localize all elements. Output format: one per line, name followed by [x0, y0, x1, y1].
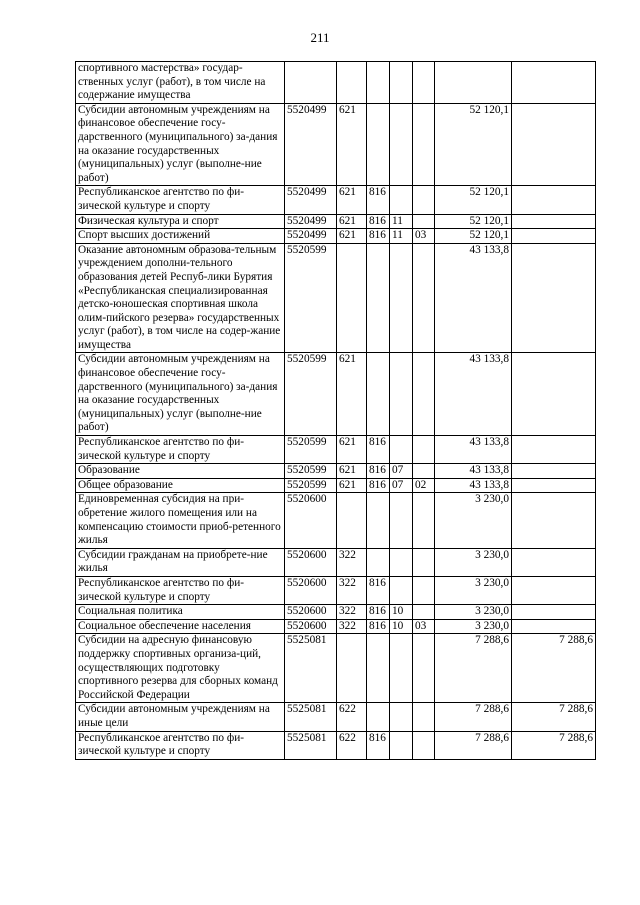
cell-section — [390, 436, 413, 464]
cell-department — [367, 353, 390, 436]
table-row — [76, 703, 596, 731]
table-body — [76, 62, 596, 760]
cell-name: Общее образование — [76, 478, 285, 493]
cell-amount: 7 288,6 — [435, 731, 512, 759]
cell-name: Республиканское агентство по фи-зической культуре и спорту — [76, 436, 285, 464]
table-row — [76, 353, 596, 436]
cell-section — [390, 186, 413, 214]
cell-amount-federal — [512, 493, 596, 548]
cell-amount-federal — [512, 576, 596, 604]
table-row — [76, 214, 596, 229]
table-row — [76, 464, 596, 479]
cell-amount-federal — [512, 464, 596, 479]
cell-amount: 43 133,8 — [435, 353, 512, 436]
cell-department: 816 — [367, 186, 390, 214]
table-row — [76, 605, 596, 620]
cell-amount-federal — [512, 214, 596, 229]
cell-amount: 3 230,0 — [435, 576, 512, 604]
cell-section — [390, 353, 413, 436]
cell-amount: 3 230,0 — [435, 493, 512, 548]
cell-target-article: 5520599 — [285, 478, 337, 493]
cell-amount: 3 230,0 — [435, 619, 512, 634]
cell-target-article: 5520600 — [285, 576, 337, 604]
cell-section — [390, 243, 413, 353]
table-row — [76, 576, 596, 604]
cell-subsection — [413, 436, 435, 464]
cell-subsection — [413, 103, 435, 186]
cell-amount: 52 120,1 — [435, 103, 512, 186]
cell-name: Субсидии автономным учреждениям на финансовое обеспечение госу-дарственного (муниципального) за-дания на оказание государственных (муниципальных) услуг (выполне-ние работ) — [76, 353, 285, 436]
cell-amount-federal — [512, 62, 596, 104]
table-row — [76, 243, 596, 353]
cell-amount-federal — [512, 229, 596, 244]
cell-section: 07 — [390, 464, 413, 479]
table-row — [76, 62, 596, 104]
cell-amount — [435, 62, 512, 104]
cell-amount-federal — [512, 478, 596, 493]
cell-subsection — [413, 605, 435, 620]
cell-subsection: 03 — [413, 229, 435, 244]
cell-subsection — [413, 493, 435, 548]
cell-expense-type — [337, 493, 367, 548]
cell-section: 11 — [390, 214, 413, 229]
cell-name: Республиканское агентство по фи-зической культуре и спорту — [76, 731, 285, 759]
cell-target-article: 5520600 — [285, 619, 337, 634]
cell-name: Субсидии на адресную финансовую поддержку спортивных организа-ций, осуществляющих подготовку спортивного резерва для сборных команд Российской Федерации — [76, 634, 285, 703]
cell-amount-federal — [512, 605, 596, 620]
cell-department: 816 — [367, 464, 390, 479]
cell-expense-type: 621 — [337, 103, 367, 186]
cell-amount: 3 230,0 — [435, 548, 512, 576]
cell-expense-type: 322 — [337, 576, 367, 604]
cell-amount-federal — [512, 353, 596, 436]
cell-name: Образование — [76, 464, 285, 479]
cell-amount-federal — [512, 243, 596, 353]
cell-amount-federal — [512, 619, 596, 634]
cell-department: 816 — [367, 576, 390, 604]
cell-target-article: 5525081 — [285, 703, 337, 731]
cell-department — [367, 493, 390, 548]
cell-amount-federal — [512, 186, 596, 214]
cell-amount-federal: 7 288,6 — [512, 634, 596, 703]
cell-expense-type: 621 — [337, 464, 367, 479]
cell-target-article: 5520600 — [285, 493, 337, 548]
cell-expense-type: 622 — [337, 731, 367, 759]
cell-subsection — [413, 214, 435, 229]
cell-name: Физическая культура и спорт — [76, 214, 285, 229]
cell-department: 816 — [367, 229, 390, 244]
cell-expense-type: 621 — [337, 214, 367, 229]
cell-subsection — [413, 703, 435, 731]
table-row — [76, 493, 596, 548]
cell-section — [390, 548, 413, 576]
cell-section — [390, 576, 413, 604]
cell-amount: 3 230,0 — [435, 605, 512, 620]
table-row — [76, 436, 596, 464]
cell-department: 816 — [367, 731, 390, 759]
cell-expense-type: 621 — [337, 186, 367, 214]
cell-section — [390, 703, 413, 731]
cell-target-article: 5520499 — [285, 214, 337, 229]
cell-name: Единовременная субсидия на при-обретение жилого помещения или на компенсацию стоимости приоб-ретенного жилья — [76, 493, 285, 548]
cell-section — [390, 731, 413, 759]
cell-section — [390, 62, 413, 104]
cell-department: 816 — [367, 436, 390, 464]
cell-target-article: 5520600 — [285, 605, 337, 620]
cell-name: Субсидии автономным учреждениям на иные цели — [76, 703, 285, 731]
cell-amount: 43 133,8 — [435, 243, 512, 353]
cell-amount-federal — [512, 548, 596, 576]
cell-department — [367, 548, 390, 576]
cell-name: Республиканское агентство по фи-зической культуре и спорту — [76, 186, 285, 214]
cell-name: Социальная политика — [76, 605, 285, 620]
table-row — [76, 103, 596, 186]
cell-department — [367, 103, 390, 186]
cell-amount-federal — [512, 436, 596, 464]
cell-expense-type — [337, 243, 367, 353]
cell-amount-federal: 7 288,6 — [512, 731, 596, 759]
cell-subsection: 03 — [413, 619, 435, 634]
cell-target-article: 5520499 — [285, 186, 337, 214]
cell-target-article: 5520599 — [285, 436, 337, 464]
cell-amount: 52 120,1 — [435, 229, 512, 244]
cell-subsection — [413, 186, 435, 214]
cell-expense-type: 322 — [337, 548, 367, 576]
cell-section: 11 — [390, 229, 413, 244]
cell-subsection: 02 — [413, 478, 435, 493]
cell-section — [390, 634, 413, 703]
cell-amount-federal — [512, 103, 596, 186]
cell-expense-type — [337, 634, 367, 703]
table-row — [76, 229, 596, 244]
cell-department — [367, 703, 390, 731]
cell-name: Субсидии гражданам на приобрете-ние жилья — [76, 548, 285, 576]
cell-section — [390, 493, 413, 548]
table-row — [76, 731, 596, 759]
cell-section: 10 — [390, 619, 413, 634]
cell-expense-type: 621 — [337, 353, 367, 436]
cell-department: 816 — [367, 605, 390, 620]
cell-section: 10 — [390, 605, 413, 620]
cell-expense-type: 322 — [337, 605, 367, 620]
cell-name: Спорт высших достижений — [76, 229, 285, 244]
cell-amount: 7 288,6 — [435, 634, 512, 703]
cell-name: Республиканское агентство по фи-зической культуре и спорту — [76, 576, 285, 604]
cell-target-article: 5525081 — [285, 731, 337, 759]
cell-target-article: 5520499 — [285, 103, 337, 186]
table-row — [76, 186, 596, 214]
cell-target-article: 5525081 — [285, 634, 337, 703]
cell-name: Субсидии автономным учреждениям на финансовое обеспечение госу-дарственного (муниципального) за-дания на оказание государственных (муниципальных) услуг (выполне-ние работ) — [76, 103, 285, 186]
cell-name: Оказание автономным образова-тельным учреждением дополни-тельного образования детей Респуб-лики Бурятия «Республиканская специализированная детско-юношеская спортивная школа олим-пийского резерва» государственных услуг (работ), в том числе на содер-жание имущества — [76, 243, 285, 353]
cell-subsection — [413, 243, 435, 353]
cell-amount: 43 133,8 — [435, 436, 512, 464]
cell-expense-type: 621 — [337, 478, 367, 493]
table-row — [76, 478, 596, 493]
cell-target-article — [285, 62, 337, 104]
cell-subsection — [413, 464, 435, 479]
cell-expense-type: 621 — [337, 229, 367, 244]
cell-target-article: 5520499 — [285, 229, 337, 244]
cell-amount: 52 120,1 — [435, 186, 512, 214]
cell-expense-type: 621 — [337, 436, 367, 464]
cell-target-article: 5520600 — [285, 548, 337, 576]
table-row — [76, 634, 596, 703]
table-row — [76, 619, 596, 634]
cell-subsection — [413, 634, 435, 703]
cell-target-article: 5520599 — [285, 464, 337, 479]
cell-section — [390, 103, 413, 186]
cell-subsection — [413, 576, 435, 604]
cell-amount: 7 288,6 — [435, 703, 512, 731]
cell-subsection — [413, 353, 435, 436]
cell-subsection — [413, 62, 435, 104]
page-number: 211 — [310, 30, 330, 45]
cell-name: Социальное обеспечение населения — [76, 619, 285, 634]
cell-amount: 43 133,8 — [435, 464, 512, 479]
cell-department — [367, 62, 390, 104]
cell-subsection — [413, 548, 435, 576]
cell-amount-federal: 7 288,6 — [512, 703, 596, 731]
cell-department — [367, 243, 390, 353]
cell-expense-type — [337, 62, 367, 104]
table-row — [76, 548, 596, 576]
cell-department: 816 — [367, 214, 390, 229]
cell-department — [367, 634, 390, 703]
cell-target-article: 5520599 — [285, 353, 337, 436]
cell-amount: 43 133,8 — [435, 478, 512, 493]
budget-table — [75, 61, 596, 760]
cell-section: 07 — [390, 478, 413, 493]
cell-target-article: 5520599 — [285, 243, 337, 353]
cell-subsection — [413, 731, 435, 759]
cell-department: 816 — [367, 619, 390, 634]
cell-name: спортивного мастерства» государ-ственных услуг (работ), в том числе на содержание имущества — [76, 62, 285, 104]
cell-department: 816 — [367, 478, 390, 493]
cell-expense-type: 322 — [337, 619, 367, 634]
cell-amount: 52 120,1 — [435, 214, 512, 229]
cell-expense-type: 622 — [337, 703, 367, 731]
